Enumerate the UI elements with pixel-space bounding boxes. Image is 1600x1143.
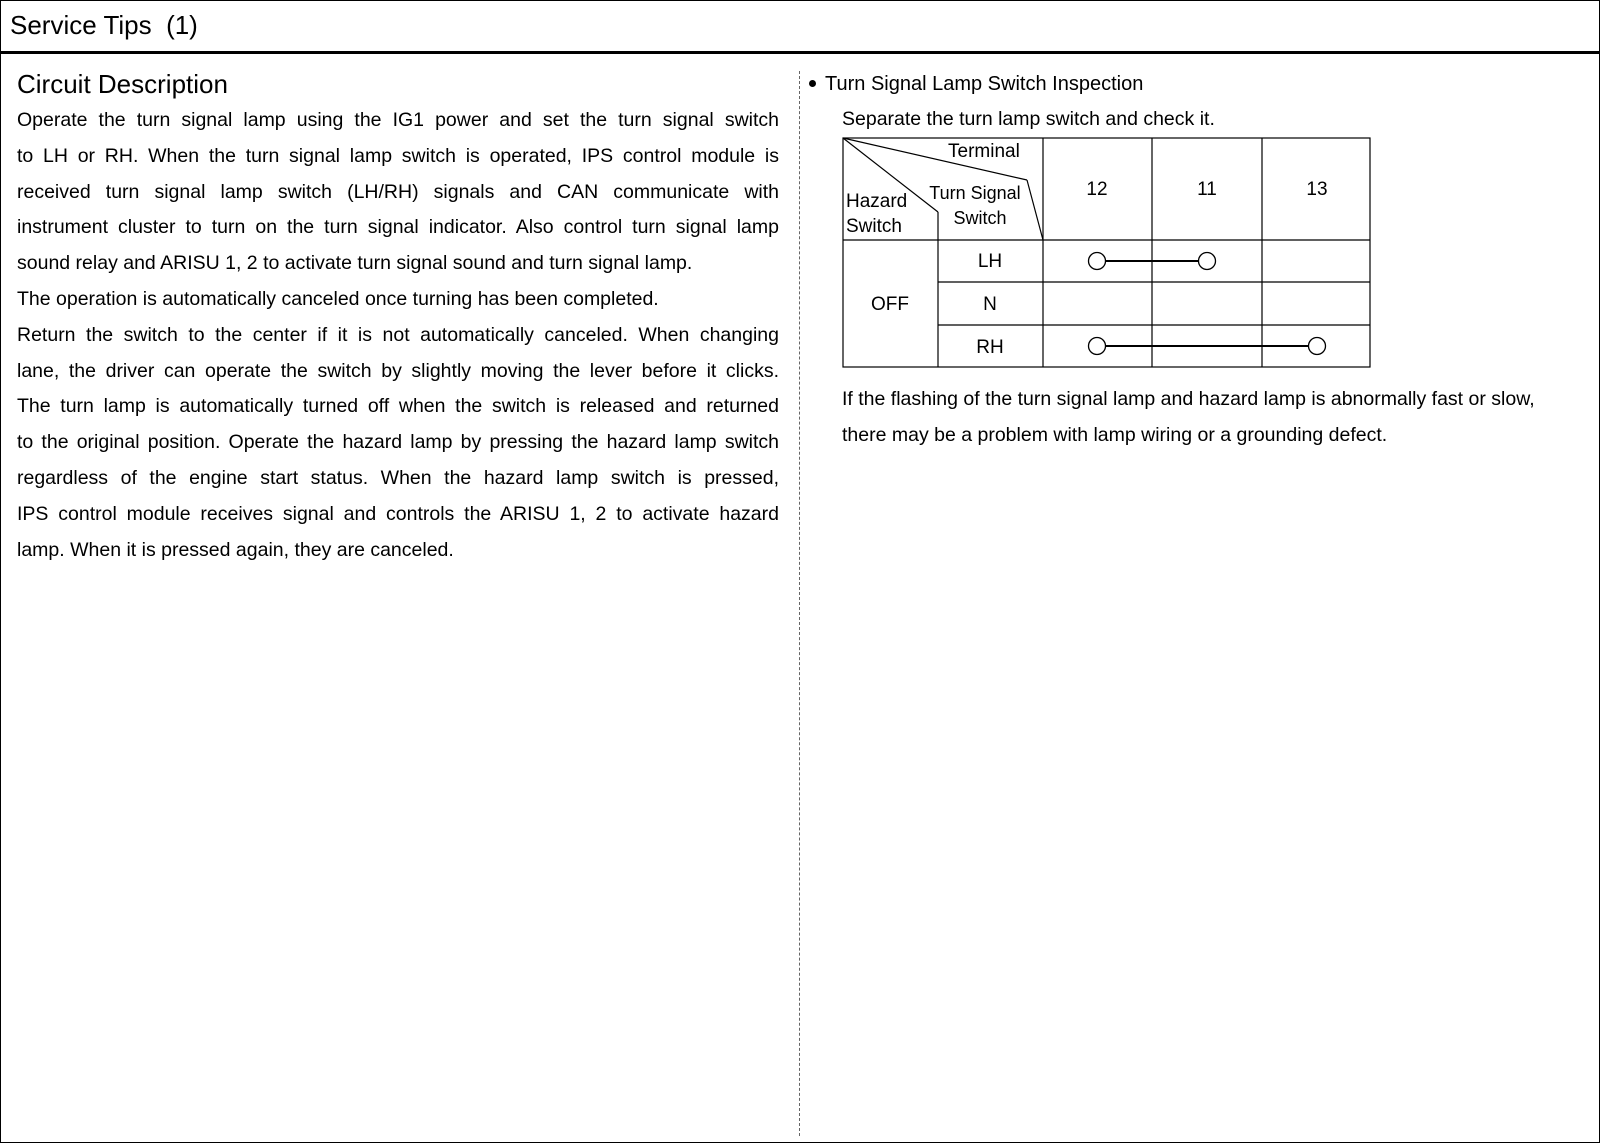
page-title-text: Service Tips <box>10 10 152 40</box>
page-title <box>10 10 198 41</box>
corner-terminal-label: Terminal <box>948 141 1020 162</box>
corner-hazard-label-2: Switch <box>846 216 902 237</box>
column-divider <box>799 71 800 1136</box>
description-line: to the original position. Operate the hazard lamp by pressing the hazard lamp switch <box>17 431 779 454</box>
continuity-terminal-circle <box>1199 253 1216 270</box>
description-line: received turn signal lamp switch (LH/RH) signals and CAN communicate with <box>17 180 779 203</box>
description-line: regardless of the engine start status. When the hazard lamp switch is pressed, <box>17 466 779 489</box>
circuit-description-section <box>17 67 779 568</box>
inspection-instruction: Separate the turn lamp switch and check it. <box>842 108 1215 130</box>
corner-switch-label-2: Switch <box>953 208 1007 228</box>
hazard-state: OFF <box>871 294 909 315</box>
circuit-description-heading: Circuit Description <box>17 69 228 99</box>
position-label: LH <box>977 251 1003 272</box>
inspection-note <box>842 381 1535 453</box>
note-line: If the flashing of the turn signal lamp and hazard lamp is abnormally fast or slow, <box>842 388 1535 410</box>
switch-continuity-table <box>842 137 1382 373</box>
continuity-terminal-circle <box>1089 253 1106 270</box>
description-line: to LH or RH. When the turn signal lamp switch is operated, IPS control module is <box>17 144 779 167</box>
table-grid <box>843 138 1370 367</box>
description-line: instrument cluster to turn on the turn signal indicator. Also control turn signal lamp <box>17 216 779 239</box>
position-label: RH <box>976 337 1004 358</box>
description-line: sound relay and ARISU 1, 2 to activate turn signal sound and turn signal lamp. <box>17 252 693 275</box>
description-line: The turn lamp is automatically turned off when the switch is released and returned <box>17 395 779 418</box>
note-line: there may be a problem with lamp wiring or a grounding defect. <box>842 424 1388 446</box>
bullet-icon <box>809 80 816 87</box>
description-line: lamp. When it is pressed again, they are canceled. <box>17 538 454 561</box>
terminal-header: 12 <box>1086 179 1108 200</box>
description-line: Return the switch to the center if it is not automatically canceled. When changing <box>17 323 779 346</box>
description-line: IPS control module receives signal and controls the ARISU 1, 2 to activate hazard <box>17 502 779 525</box>
corner-hazard-label-1: Hazard <box>846 191 908 212</box>
page-index: (1) <box>166 10 198 40</box>
terminal-header: 13 <box>1306 179 1328 200</box>
description-line: The operation is automatically canceled once turning has been completed. <box>17 287 659 310</box>
continuity-marks <box>1089 253 1326 355</box>
inspection-title: Turn Signal Lamp Switch Inspection <box>825 73 1144 95</box>
position-label: N <box>983 294 997 315</box>
continuity-terminal-circle <box>1309 338 1326 355</box>
continuity-terminal-circle <box>1089 338 1106 355</box>
corner-switch-label-1: Turn Signal <box>929 183 1021 203</box>
description-line: Operate the turn signal lamp using the IG1 power and set the turn signal switch <box>17 109 779 131</box>
page-header <box>1 1 1599 54</box>
terminal-header: 11 <box>1197 179 1217 200</box>
description-line: lane, the driver can operate the switch by slightly moving the lever before it clicks. <box>17 359 779 382</box>
